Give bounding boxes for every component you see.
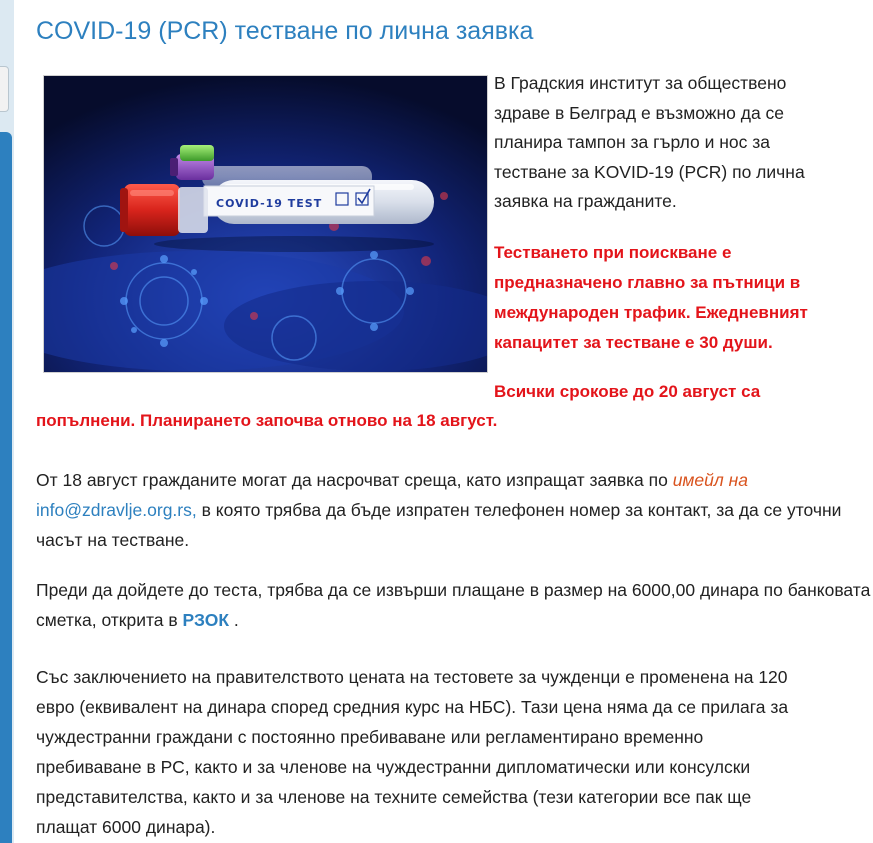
schedule-text-after: в която трябва да бъде изпратен телефонен номер за контакт, за да се уточни часът на тестване. [36,500,842,550]
payment-text-after: . [229,610,239,630]
rzok-link[interactable]: РЗОК [182,610,230,630]
sidebar-menu-bar[interactable] [0,132,12,843]
foreigners-line: пребиваване в РС, както и за членове на чуждестранни дипломатически или консулски [36,757,751,777]
payment-paragraph [36,575,873,635]
covid-test-tube-image [43,75,488,373]
capacity-warning [494,238,869,358]
payment-text: Преди да дойдете до теста, трябва да се извърши плащане в размер на 6000,00 динара по банковата сметка, открита в [36,580,871,630]
foreigners-price-paragraph [36,662,873,842]
foreigners-line: представителства, както и за членове на техните семейства (тези категории все пак ще [36,787,752,807]
intro-line: В Градския институт за обществено [494,73,787,93]
deadline-notice-line1: Всички срокове до 20 август са [494,382,761,401]
email-label: имейл на [672,470,748,490]
intro-line: планира тампон за гърло и нос за [494,132,770,152]
warning-line: предназначено главно за пътници в [494,273,801,292]
warning-line: международен трафик. Ежедневният [494,303,808,322]
intro-line: заявка на гражданите. [494,191,677,211]
tube-label-text: COVID-19 TEST [216,197,323,210]
schedule-paragraph [36,465,873,555]
foreigners-line: Със заключението на правителството цената на тестовете за чужденци е променена на 120 [36,667,788,687]
intro-line: тестване за KOVID-19 (PCR) по лична [494,161,805,182]
intro-paragraph [494,69,864,217]
foreigners-line: плащат 6000 динара). [36,817,216,837]
page-title: COVID-19 (PCR) тестване по лична заявка [36,17,534,45]
foreigners-line: чуждестранни граждани с постоянно пребиваване или регламентирано временно [36,727,704,747]
intro-line: здраве в Белград е възможно да се [494,102,785,123]
left-sidebar-rail [0,0,14,843]
deadline-notice-line2: попълнени. Планирането започва отново на 18 август. [36,411,498,430]
warning-line: Тестването при поискване е [494,243,732,262]
email-link[interactable]: info@zdravlje.org.rs, [36,500,197,520]
foreigners-line: евро (еквивалент на динара според средния курс на НБС). Тази цена няма да се прилага за [36,697,789,717]
warning-line: капацитет за тестване е 30 души. [494,333,773,352]
sidebar-tab[interactable] [0,66,9,112]
schedule-text: От 18 август гражданите могат да насрочват среща, като изпращат заявка по [36,470,673,490]
